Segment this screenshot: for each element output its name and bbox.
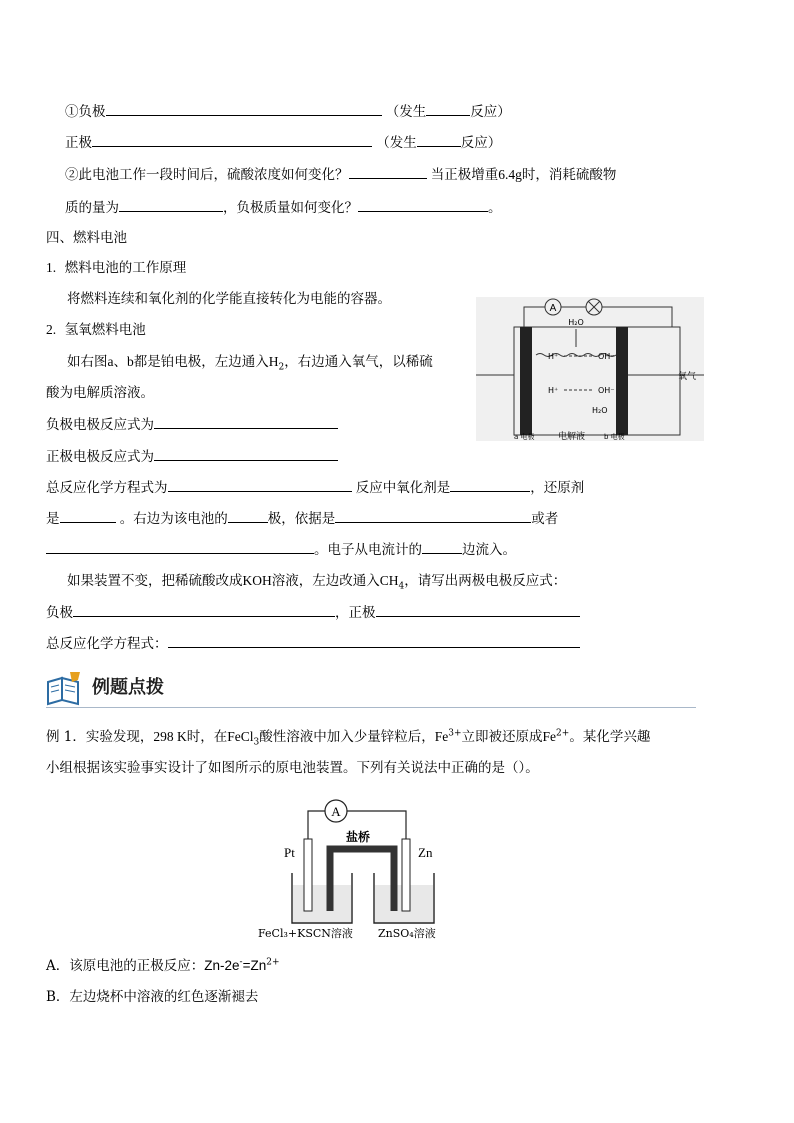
q-b: 时，在: [186, 729, 228, 745]
figure-background: [476, 297, 704, 441]
pos2-label: ，正极: [335, 605, 376, 621]
intro-c: ，右边通入氧气，以稀硫: [284, 354, 433, 370]
side-blank[interactable]: [422, 539, 462, 554]
pos-react-label-a: （发生: [376, 135, 417, 151]
option-b[interactable]: B．左边烧杯中溶液的红色逐渐褪去: [46, 989, 259, 1005]
example-question-line-1: [46, 727, 650, 747]
electrode-blank[interactable]: [228, 508, 268, 523]
h-ion-2: H⁺: [548, 386, 559, 395]
neg-electrode-line: [65, 101, 511, 122]
pt-label: Pt: [284, 845, 295, 860]
zn-electrode: [402, 839, 410, 911]
option-a-eq-sup2: 2+: [266, 957, 280, 968]
q-fe3: Fe: [434, 729, 449, 744]
reductant-line: [46, 508, 558, 529]
intro-a: 如右图: [67, 354, 108, 370]
is-c: 极，依据是: [267, 511, 336, 527]
option-a-eq: Zn-2e: [204, 958, 240, 973]
total-blank[interactable]: [168, 477, 352, 492]
fuel-cell-intro-line-1: [67, 352, 433, 372]
intro-b: 都是铂电极，左边通入: [133, 354, 269, 370]
elec-a: 。电子从电流计的: [314, 542, 422, 558]
pos-eq-blank[interactable]: [154, 446, 338, 461]
electrode-a: [520, 327, 532, 435]
q2-mass: 6.4g: [498, 167, 522, 182]
electrolyte-label: 电解液: [558, 432, 586, 441]
book-icon: [44, 670, 84, 706]
basis-blank-2[interactable]: [46, 539, 314, 554]
oh-ion-1: OH⁻: [598, 352, 615, 361]
water-top-label: H₂O: [568, 318, 584, 327]
neg2-blank[interactable]: [73, 602, 335, 617]
total-b: 反应中氧化剂是: [355, 480, 451, 496]
q2-text-c: 时，消耗硫酸物: [521, 167, 617, 183]
q2-text-a: ②此电池工作一段时间后，硫酸浓度如何变化？: [65, 167, 349, 183]
subsection-2: [46, 320, 146, 340]
neg-eq-label: 负极电极反应式为: [46, 417, 154, 433]
is-d: 或者: [531, 511, 559, 527]
total-c: ，还原剂: [530, 480, 585, 496]
koh-d: ，请写出两极电极反应式：: [404, 573, 567, 589]
elec-b: 边流入。: [462, 542, 516, 558]
sub2-title: 氢氧燃料电池: [64, 322, 146, 338]
neg-react-label-a: （发生: [385, 104, 427, 120]
q-c: 酸性溶液中加入少量锌粒后，: [259, 729, 435, 745]
left-solution-label: FeCl₃+KSCN溶液: [258, 927, 353, 940]
pos-electrode-line: [65, 132, 501, 153]
q2-text-b: 当正极增重: [430, 167, 499, 183]
electrode-a-label: a 电极: [514, 433, 535, 441]
pos-equation-line: [46, 446, 338, 467]
question-2-line: [65, 164, 616, 185]
pos-eq-label: 正极电极反应式为: [46, 449, 154, 465]
q3-text-a: 质的量为: [65, 200, 119, 216]
water-bottom-label: H₂O: [592, 406, 608, 415]
section-4-title: 四、燃料电池: [46, 230, 127, 246]
q-d: 立即被还原成: [461, 729, 543, 745]
right-solution-label: ZnSO₄溶液: [378, 927, 436, 940]
neg-equation-line: [46, 414, 338, 435]
fuel-cell-diagram: [476, 297, 704, 441]
total2-blank[interactable]: [168, 633, 580, 648]
fuel-cell-intro-line-2: 酸为电解质溶液。: [46, 385, 154, 401]
q2-blank[interactable]: [349, 164, 427, 179]
q3-text-b: ，负极质量如何变化？: [223, 200, 358, 216]
neg-react-blank[interactable]: [426, 101, 470, 116]
electron-flow-line: [46, 539, 516, 560]
question-3-line: [65, 197, 502, 218]
option-a[interactable]: [46, 956, 280, 976]
sub1-title: 燃料电池的工作原理: [64, 260, 187, 276]
pt-electrode: [304, 839, 312, 911]
koh-question-line: [67, 571, 566, 591]
q-fecl-sub: 3: [253, 737, 260, 748]
electrode-b: [616, 327, 628, 435]
q3-blank-2[interactable]: [358, 197, 488, 212]
q3-end: 。: [488, 200, 502, 216]
q-fe2: Fe: [542, 729, 557, 744]
koh-a: 如果装置不变，把稀硫酸改成: [67, 573, 243, 589]
pos2-blank[interactable]: [376, 602, 580, 617]
total-a: 总反应化学方程式为: [46, 480, 168, 496]
q-a: 例 1．实验发现，: [46, 729, 154, 745]
oh-ion-2: OH⁻: [598, 386, 615, 395]
salt-bridge-label: 盐桥: [345, 830, 371, 844]
option-a-eq-b: =Zn: [242, 958, 267, 973]
koh-ch-sub: 4: [398, 581, 405, 592]
neg-label: ①负极: [65, 104, 106, 120]
intro-ab: a、b: [107, 354, 134, 369]
q-fe3-sup: 3+: [448, 728, 462, 739]
ammeter-letter: A: [331, 804, 341, 819]
example-header-divider: [46, 707, 696, 708]
left-solution: [293, 885, 351, 922]
koh-ch: CH: [379, 573, 399, 588]
reductant-blank[interactable]: [60, 508, 116, 523]
koh-electrodes-line: [46, 602, 580, 623]
intro-h: H: [268, 354, 279, 369]
q-fecl: FeCl: [227, 729, 254, 744]
is-a: 是: [46, 511, 60, 527]
intro-h-sub: 2: [278, 362, 285, 373]
zn-label: Zn: [418, 845, 433, 860]
neg-react-label-b: 反应）: [470, 104, 511, 120]
total-reaction-line: [46, 477, 584, 498]
example-question-line-2: 小组根据该实验事实设计了如图所示的原电池装置。下列有关说法中正确的是（）。: [46, 760, 539, 776]
basis-blank[interactable]: [335, 508, 531, 523]
pos-react-label-b: 反应）: [460, 135, 502, 151]
neg-eq-blank[interactable]: [154, 414, 338, 429]
koh-total-line: [46, 633, 580, 654]
neg2-label: 负极: [46, 605, 73, 621]
option-a-eq-sup: -: [239, 957, 243, 968]
sub1-number: 1.: [46, 260, 57, 275]
h-ion-1: H⁺: [548, 352, 559, 361]
example-header: 例题点拨: [92, 677, 164, 698]
pos-react-blank[interactable]: [417, 132, 461, 147]
electrode-b-label: b 电极: [604, 433, 625, 441]
q-fe2-sup: 2+: [556, 728, 570, 739]
q-temp: 298 K: [153, 729, 187, 744]
sub2-number: 2.: [46, 322, 57, 337]
neg-blank[interactable]: [106, 101, 382, 116]
total2-label: 总反应化学方程式：: [46, 636, 168, 652]
koh-b: KOH: [242, 573, 272, 588]
subsection-1: [46, 258, 186, 278]
q3-blank-1[interactable]: [119, 197, 223, 212]
ammeter-label: A: [549, 303, 557, 314]
koh-c: 溶液，左边改通入: [271, 573, 380, 589]
is-b: 。右边为该电池的: [119, 511, 228, 527]
option-a-text: A．该原电池的正极反应：: [46, 958, 205, 974]
fuel-cell-definition: 将燃料连续和氧化剂的化学能直接转化为电能的容器。: [67, 291, 391, 307]
pos-label: 正极: [65, 135, 92, 151]
oxygen-label: 氧气: [678, 372, 697, 382]
galvanic-cell-diagram: [256, 793, 456, 941]
pos-blank[interactable]: [92, 132, 372, 147]
oxidant-blank[interactable]: [450, 477, 530, 492]
q-e: 。某化学兴趣: [569, 729, 651, 745]
